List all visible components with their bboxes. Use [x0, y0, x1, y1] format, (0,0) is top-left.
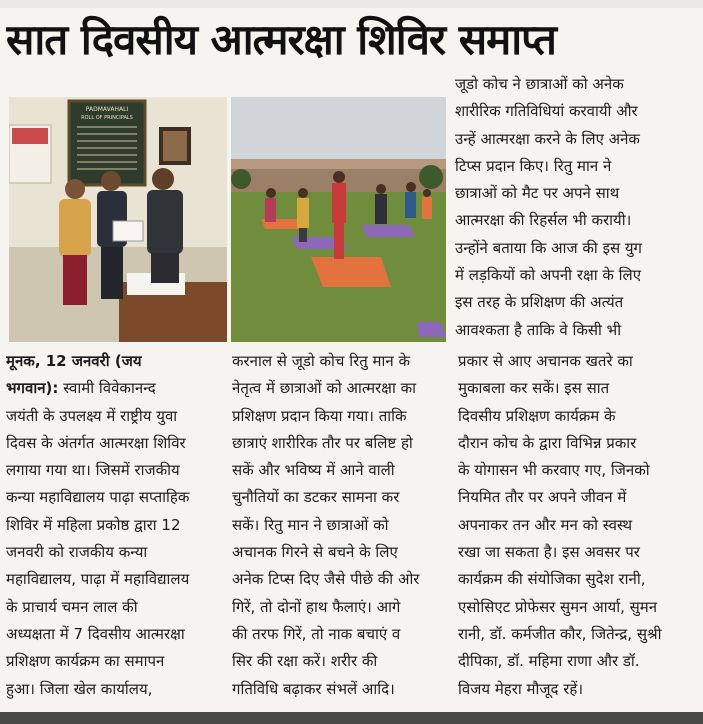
- article-line: रखा जा सकता है। इस अवसर पर: [458, 543, 640, 562]
- article-line: प्रशिक्षण प्रदान किया गया। ताकि: [232, 406, 407, 425]
- article-line: के प्राचार्य चमन लाल की: [6, 597, 138, 616]
- article-line: दौरान कोच के द्वारा विभिन्न प्रकार: [458, 433, 637, 452]
- article-line: नेतृत्व में छात्राओं को आत्मरक्षा का: [232, 379, 416, 398]
- article-line: सिर की रक्षा करें। शरीर की: [232, 652, 378, 671]
- photo-outdoor-training-drawing: [231, 97, 446, 342]
- article-line: कन्या महाविद्यालय पाढ़ा सप्ताहिक: [6, 488, 190, 507]
- article-line: दिवस के अंतर्गत आत्मरक्षा शिविर: [6, 433, 186, 452]
- article-line: लगाया गया था। जिसमें राजकीय: [6, 461, 180, 480]
- photo-certificate-ceremony: [9, 97, 227, 342]
- article-column-right-top: [455, 71, 695, 344]
- board-title: PADMAVAHALI: [85, 106, 129, 113]
- article-line: के योगासन भी करवाए गए, जिनको: [458, 461, 650, 480]
- dateline-byline: भगवान):: [6, 379, 59, 398]
- article-line: चुनौतियों का डटकर सामना कर: [232, 488, 400, 507]
- article-line: जनवरी को राजकीय कन्या: [6, 543, 148, 562]
- article-column-3: [458, 348, 698, 703]
- article-line: करनाल से जूडो कोच रितु मान के: [232, 352, 411, 370]
- next-headline-cut-off: [0, 712, 703, 724]
- article-line: अचानक गिरने से बचने के लिए: [232, 543, 398, 562]
- article-line: गतिविधि बढ़ाकर संभलें आदि।: [232, 679, 395, 698]
- article-line: प्रकार से आए अचानक खतरे का: [458, 352, 633, 370]
- article-line: शारीरिक गतिविधियां करवायी और: [455, 102, 638, 121]
- photo-certificate-ceremony-drawing: [9, 97, 227, 342]
- article-line: की तरफ गिरें, तो नाक बचाएं व: [232, 624, 401, 643]
- article-line: जूडो कोच ने छात्राओं को अनेक: [455, 75, 624, 93]
- article-line: प्रशिक्षण कार्यक्रम का समापन: [6, 652, 165, 671]
- photo-outdoor-training: [231, 97, 446, 342]
- article-line: नियमित तौर पर अपने जीवन में: [458, 488, 627, 507]
- article-line: उन्हें आत्मरक्षा करने के लिए अनेक: [455, 129, 640, 148]
- article-line: अपनाकर तन और मन को स्वस्थ: [458, 515, 633, 534]
- article-line: अध्यक्षता में 7 दिवसीय आत्मरक्षा: [6, 624, 185, 643]
- article-line: जयंती के उपलक्ष्य में राष्ट्रीय युवा: [6, 406, 178, 425]
- article-line: छात्राएं शारीरिक तौर पर बलिष्ट हो: [232, 433, 413, 452]
- article-column-2: [232, 348, 454, 703]
- article-column-1: [6, 348, 228, 703]
- article-line: गिरें, तो दोनों हाथ फैलाएं। आगे: [232, 597, 401, 616]
- article-line: कार्यक्रम की संयोजिका सुदेश रानी,: [458, 570, 646, 589]
- article-line: में लड़कियों को अपनी रक्षा के लिए: [455, 266, 642, 285]
- article-line: रानी, डॉ. कर्मजीत कौर, जितेन्द्र, सुश्री: [458, 624, 662, 643]
- article-line: टिप्स प्रदान किए। रितु मान ने: [455, 156, 612, 175]
- article-line: दीपिका, डॉ. महिमा राणा और डॉ.: [458, 652, 640, 671]
- article-line: इस तरह के प्रशिक्षण की अत्यंत: [455, 293, 624, 312]
- dateline: मूनक, 12 जनवरी (जय: [6, 352, 142, 370]
- article-line: एसोसिएट प्रोफेसर सुमन आर्या, सुमन: [458, 597, 658, 616]
- headline: सात दिवसीय आत्मरक्षा शिविर समाप्त: [6, 15, 556, 64]
- article-line: महाविद्यालय, पाढ़ा में महाविद्यालय: [6, 570, 190, 589]
- article-line: अनेक टिप्स दिए जैसे पीछे की ओर: [232, 570, 420, 589]
- article-line: हुआ। जिला खेल कार्यालय,: [6, 679, 153, 698]
- article-line: सकें। रितु मान ने छात्राओं को: [232, 515, 389, 534]
- article-line: शिविर में महिला प्रकोष्ठ द्वारा 12: [6, 515, 181, 534]
- article-line: उन्होंने बताया कि आज की इस युग: [455, 238, 642, 257]
- board-subtitle: ROLL OF PRINCIPALS: [81, 115, 133, 121]
- article-line: विजय मेहरा मौजूद रहें।: [458, 679, 584, 698]
- article-line: छात्राओं को मैट पर अपने साथ: [455, 184, 620, 203]
- article-line: आवश्कता है ताकि वे किसी भी: [455, 320, 622, 339]
- article-line: मुकाबला कर सकें। इस सात: [458, 379, 610, 398]
- article-line: आत्मरक्षा की रिहर्सल भी करायी।: [455, 211, 632, 230]
- newspaper-top-edge: [0, 0, 703, 8]
- article-line: सकें और भविष्य में आने वाली: [232, 461, 395, 480]
- article-line: दिवसीय प्रशिक्षण कार्यक्रम के: [458, 406, 616, 425]
- article-line: स्वामी विवेकानन्द: [63, 379, 156, 398]
